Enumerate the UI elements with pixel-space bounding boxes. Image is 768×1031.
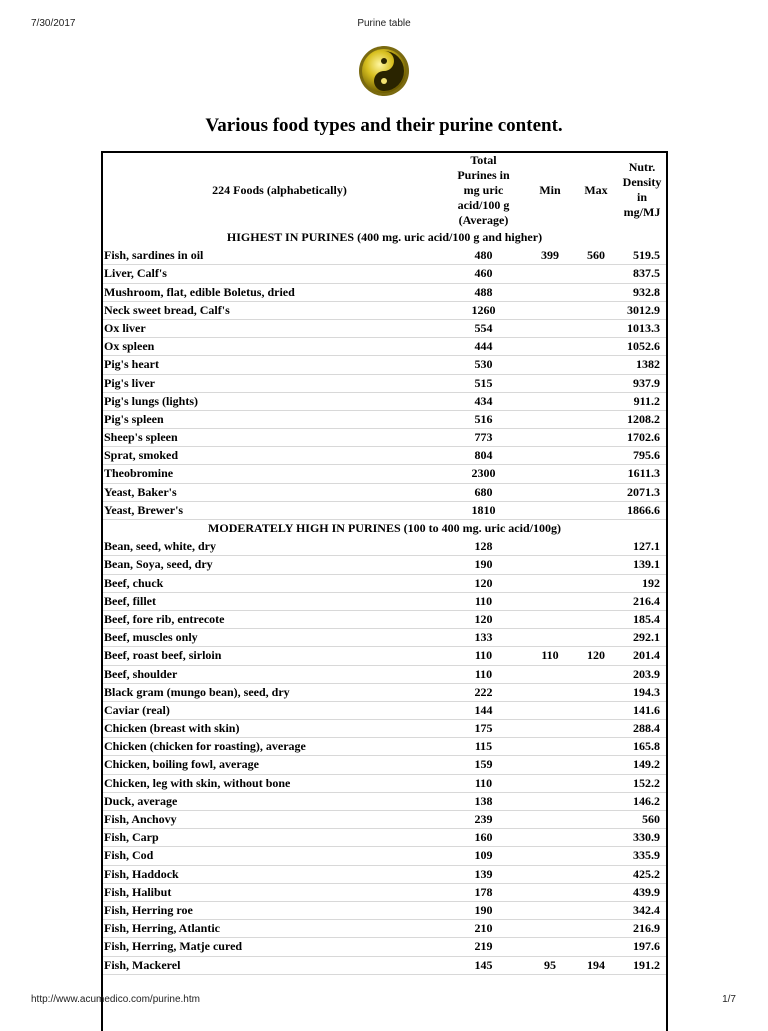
header-total-line: (Average) — [458, 213, 509, 227]
cell-nutr-density: 2071.3 — [627, 484, 660, 499]
cell-total: 680 — [474, 484, 493, 499]
cell-total: 120 — [474, 611, 493, 626]
cell-total: 190 — [474, 557, 493, 572]
cell-total: 239 — [474, 812, 493, 826]
cell-food: Pig's spleen — [104, 411, 164, 426]
cell-nutr-density: 795.6 — [633, 448, 660, 463]
cell-food: Beef, roast beef, sirloin — [104, 648, 222, 663]
table-row — [103, 738, 666, 756]
cell-total: 1260 — [471, 302, 496, 317]
cell-food: Neck sweet bread, Calf's — [104, 302, 230, 317]
cell-nutr-density: 1611.3 — [627, 466, 660, 481]
cell-food: Fish, sardines in oil — [104, 248, 204, 263]
table-row — [103, 902, 666, 920]
cell-food: Chicken (breast with skin) — [104, 721, 240, 736]
cell-nutr-density: 192 — [642, 575, 660, 590]
table-row — [103, 575, 666, 593]
cell-total: 480 — [474, 248, 493, 263]
cell-total: 110 — [474, 593, 493, 608]
header-nutr-line: Density — [622, 175, 662, 189]
cell-food: Sprat, smoked — [104, 448, 179, 463]
cell-food: Fish, Herring, Matje cured — [104, 939, 243, 954]
cell-nutr-density: 127.1 — [633, 539, 660, 554]
page-title: Various food types and their purine content. — [205, 115, 563, 136]
cell-min: 110 — [541, 648, 559, 663]
cell-food: Sheep's spleen — [104, 430, 178, 445]
cell-total: 210 — [474, 921, 493, 936]
cell-total: 554 — [474, 320, 493, 335]
cell-total: 110 — [474, 775, 493, 790]
cell-total: 109 — [474, 848, 493, 863]
header-total-line: Total — [470, 153, 497, 167]
table-row — [103, 847, 666, 865]
table-row — [103, 247, 666, 265]
section-heading: MODERATELY HIGH IN PURINES (100 to 400 mg. uric acid/100g) — [208, 521, 561, 535]
cell-nutr-density: 1013.3 — [627, 320, 660, 335]
cell-max: 560 — [587, 248, 605, 263]
cell-total: 516 — [474, 411, 493, 426]
cell-total: 110 — [474, 666, 493, 681]
header-food: 224 Foods (alphabetically) — [212, 183, 347, 197]
section-heading-row — [103, 520, 666, 538]
cell-total: 138 — [474, 793, 493, 808]
table-row — [103, 684, 666, 702]
cell-food: Beef, fore rib, entrecote — [104, 611, 225, 626]
cell-food: Duck, average — [104, 793, 178, 808]
cell-food: Chicken (chicken for roasting), average — [104, 739, 306, 754]
cell-total: 773 — [474, 430, 493, 445]
print-page-title: Purine table — [357, 18, 411, 29]
cell-nutr-density: 342.4 — [633, 902, 660, 917]
cell-nutr-density: 203.9 — [633, 666, 660, 681]
table-row — [103, 920, 666, 938]
table-row — [103, 484, 666, 502]
cell-nutr-density: 141.6 — [633, 702, 660, 717]
cell-food: Chicken, leg with skin, without bone — [104, 775, 291, 790]
yin-yang-icon — [358, 45, 410, 97]
cell-nutr-density: 152.2 — [633, 775, 660, 790]
cell-nutr-density: 201.4 — [633, 648, 660, 663]
header-nutr-line: mg/MJ — [623, 205, 661, 219]
cell-nutr-density: 1866.6 — [627, 502, 660, 517]
table-row — [103, 320, 666, 338]
cell-food: Theobromine — [104, 466, 174, 481]
cell-total: 144 — [474, 702, 493, 717]
cell-food: Black gram (mungo bean), seed, dry — [104, 684, 290, 699]
cell-nutr-density: 1052.6 — [627, 339, 660, 354]
cell-nutr-density: 292.1 — [633, 630, 660, 645]
cell-total: 128 — [474, 539, 493, 554]
cell-food: Fish, Mackerel — [104, 957, 181, 972]
cell-max: 120 — [587, 648, 605, 663]
cell-food: Pig's heart — [104, 357, 159, 372]
cell-food: Caviar (real) — [104, 702, 170, 717]
cell-nutr-density: 335.9 — [633, 848, 660, 863]
print-page-number: 1/7 — [722, 994, 736, 1005]
cell-nutr-density: 937.9 — [633, 375, 660, 390]
cell-total: 222 — [474, 684, 493, 699]
table-body — [103, 229, 666, 975]
cell-nutr-density: 191.2 — [633, 957, 660, 972]
cell-food: Fish, Anchovy — [104, 812, 177, 826]
table-row — [103, 666, 666, 684]
cell-total: 133 — [474, 630, 493, 645]
table-row — [103, 338, 666, 356]
table-row — [103, 756, 666, 774]
cell-food: Bean, Soya, seed, dry — [104, 557, 213, 572]
header-nutr-line: Nutr. — [628, 160, 656, 174]
cell-total: 488 — [474, 284, 493, 299]
cell-food: Fish, Halibut — [104, 884, 172, 899]
cell-total: 160 — [474, 830, 493, 845]
cell-total: 120 — [474, 575, 493, 590]
cell-nutr-density: 439.9 — [633, 884, 660, 899]
cell-nutr-density: 837.5 — [633, 266, 660, 281]
cell-total: 2300 — [471, 466, 496, 481]
cell-total: 444 — [474, 339, 493, 354]
cell-max: 194 — [587, 957, 605, 972]
table-row — [103, 356, 666, 374]
table-row — [103, 302, 666, 320]
cell-food: Fish, Carp — [104, 830, 159, 845]
cell-nutr-density: 149.2 — [633, 757, 660, 772]
cell-food: Ox liver — [104, 320, 146, 335]
cell-food: Fish, Cod — [104, 848, 154, 863]
table-row — [103, 629, 666, 647]
cell-nutr-density: 519.5 — [633, 248, 660, 263]
cell-nutr-density: 288.4 — [633, 721, 660, 736]
cell-food: Bean, seed, white, dry — [104, 539, 216, 554]
header-total-purines — [441, 153, 526, 228]
cell-food: Liver, Calf's — [104, 266, 167, 281]
cell-nutr-density: 139.1 — [633, 557, 660, 572]
table-row — [103, 447, 666, 465]
cell-nutr-density: 425.2 — [633, 866, 660, 881]
table-row — [103, 411, 666, 429]
header-total-line: acid/100 g — [457, 198, 510, 212]
cell-food: Ox spleen — [104, 339, 155, 354]
cell-food: Beef, chuck — [104, 575, 164, 590]
cell-food: Pig's liver — [104, 375, 155, 390]
cell-total: 159 — [474, 757, 493, 772]
table-row — [103, 702, 666, 720]
print-date: 7/30/2017 — [31, 18, 76, 29]
cell-total: 1810 — [471, 502, 496, 517]
header-total-line: Purines in — [457, 168, 510, 182]
cell-nutr-density: 3012.9 — [627, 302, 660, 317]
cell-total: 175 — [474, 721, 493, 736]
cell-food: Yeast, Baker's — [104, 484, 177, 499]
table-row — [103, 393, 666, 411]
cell-nutr-density: 194.3 — [633, 684, 660, 699]
table-row — [103, 265, 666, 283]
cell-total: 139 — [474, 866, 493, 881]
table-row — [103, 884, 666, 902]
table-row — [103, 775, 666, 793]
table-row — [103, 611, 666, 629]
table-row — [103, 429, 666, 447]
cell-nutr-density: 185.4 — [633, 611, 660, 626]
cell-nutr-density: 216.9 — [633, 921, 660, 936]
cell-food: Fish, Herring, Atlantic — [104, 921, 220, 936]
cell-food: Mushroom, flat, edible Boletus, dried — [104, 284, 295, 299]
cell-total: 145 — [474, 957, 493, 972]
print-url: http://www.acumedico.com/purine.htm — [31, 994, 200, 1005]
table-row — [103, 538, 666, 556]
cell-total: 434 — [474, 393, 493, 408]
cell-food: Yeast, Brewer's — [104, 502, 184, 517]
cell-nutr-density: 146.2 — [633, 793, 660, 808]
cell-total: 515 — [474, 375, 493, 390]
header-min: Min — [539, 183, 561, 197]
cell-total: 530 — [474, 357, 493, 372]
section-heading: HIGHEST IN PURINES (400 mg. uric acid/100 g and higher) — [226, 230, 543, 244]
cell-food: Fish, Haddock — [104, 866, 179, 881]
cell-total: 178 — [474, 884, 493, 899]
header-max: Max — [584, 183, 608, 197]
cell-nutr-density: 932.8 — [633, 284, 660, 299]
table-row — [103, 502, 666, 520]
table-row — [103, 647, 666, 665]
cell-total: 190 — [474, 902, 493, 917]
table-row — [103, 957, 666, 975]
cell-nutr-density: 911.2 — [633, 393, 660, 408]
header-nutr-density — [614, 160, 670, 220]
cell-food: Beef, fillet — [104, 593, 156, 608]
cell-nutr-density: 330.9 — [633, 830, 660, 845]
cell-nutr-density: 1382 — [636, 357, 660, 372]
cell-nutr-density: 165.8 — [633, 739, 660, 754]
cell-total: 219 — [474, 939, 493, 954]
cell-nutr-density: 197.6 — [633, 939, 660, 954]
table-row — [103, 556, 666, 574]
header-total-line: mg uric — [463, 183, 504, 197]
cell-food: Beef, shoulder — [104, 666, 178, 681]
table-row — [103, 938, 666, 956]
table-row — [103, 593, 666, 611]
table-row — [103, 866, 666, 884]
cell-total: 110 — [474, 648, 493, 663]
table-row — [103, 829, 666, 847]
cell-nutr-density: 1702.6 — [627, 430, 660, 445]
cell-total: 115 — [474, 739, 493, 754]
cell-nutr-density: 1208.2 — [627, 411, 660, 426]
cell-nutr-density: 560 — [642, 812, 660, 826]
table-row — [103, 284, 666, 302]
cell-food: Pig's lungs (lights) — [104, 393, 199, 408]
table-row — [103, 720, 666, 738]
section-heading-row — [103, 229, 666, 247]
table-row — [103, 465, 666, 483]
cell-food: Chicken, boiling fowl, average — [104, 757, 259, 772]
cell-total: 460 — [474, 266, 493, 281]
table-row — [103, 811, 666, 829]
table-header — [103, 153, 666, 229]
table-row — [103, 793, 666, 811]
cell-min: 95 — [544, 957, 556, 972]
cell-food: Beef, muscles only — [104, 630, 198, 645]
header-nutr-line: in — [636, 190, 647, 204]
cell-food: Fish, Herring roe — [104, 902, 193, 917]
cell-min: 399 — [541, 248, 559, 263]
purine-table — [101, 151, 668, 1031]
table-row — [103, 375, 666, 393]
cell-nutr-density: 216.4 — [633, 593, 660, 608]
cell-total: 804 — [474, 448, 493, 463]
